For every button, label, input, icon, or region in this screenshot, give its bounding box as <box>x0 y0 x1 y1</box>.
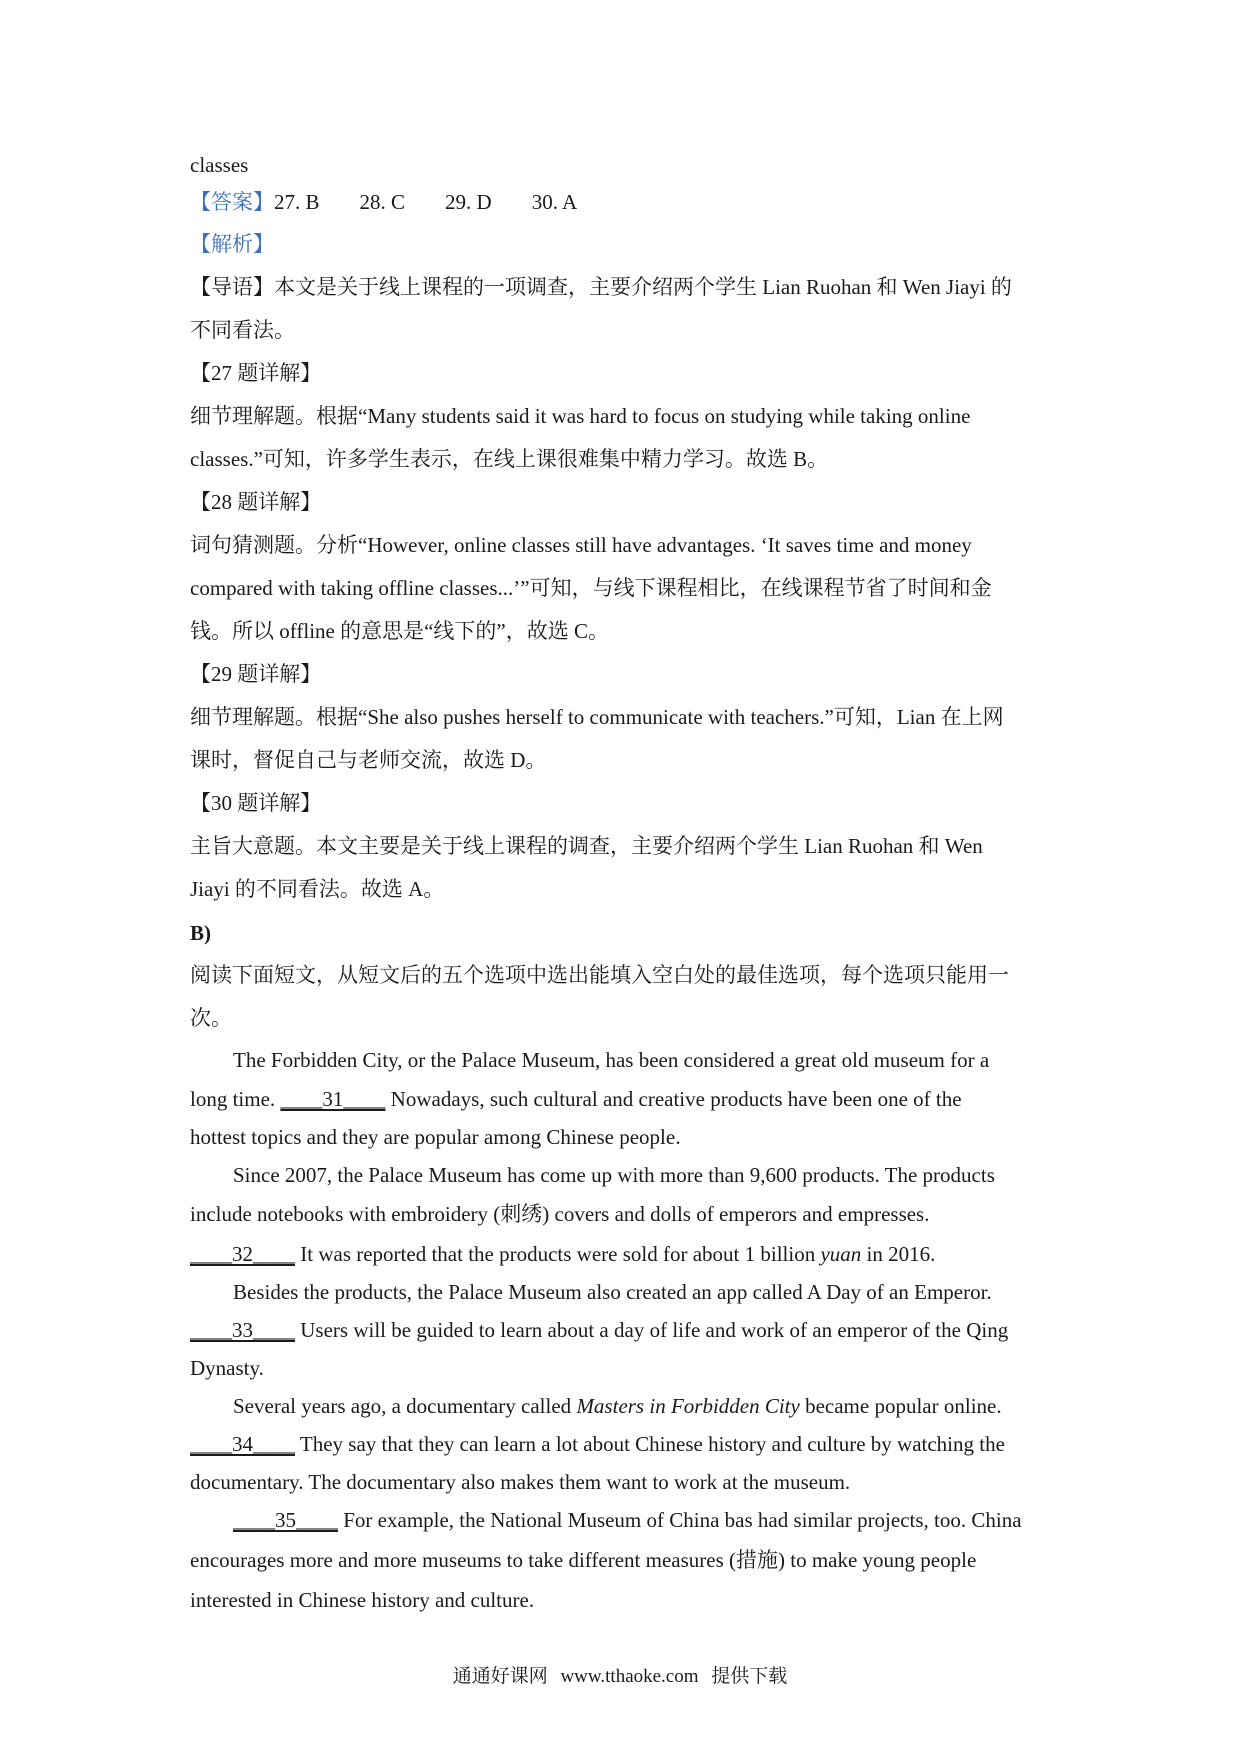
blank-32[interactable]: ____32____ <box>190 1242 295 1266</box>
answer-27: 27. B <box>274 190 320 214</box>
passage-line: Besides the products, the Palace Museum also created an app called A Day of an Emperor. <box>233 1280 992 1304</box>
answer-29: 29. D <box>445 190 492 214</box>
passage-line: documentary. The documentary also makes them want to work at the museum. <box>190 1470 851 1494</box>
instructions-line-2: 次。 <box>190 1006 232 1030</box>
passage-line: ____34____ They say that they can learn a lot about Chinese history and culture by watching the <box>190 1429 1070 1459</box>
passage-line: Several years ago, a documentary called Masters in Forbidden City became popular online. <box>233 1394 1002 1418</box>
passage-line: ____32____ It was reported that the products were sold for about 1 billion yuan in 2016. <box>190 1239 1070 1269</box>
blank-33[interactable]: ____33____ <box>190 1318 295 1342</box>
q27-explanation-2: classes.”可知，许多学生表示，在线上课很难集中精力学习。故选 B。 <box>190 447 829 471</box>
answer-30: 30. A <box>531 190 578 214</box>
footer-note: 提供下载 <box>711 1666 788 1687</box>
footer-url[interactable]: www.tthaoke.com <box>560 1666 699 1687</box>
q30-explanation-2: Jiayi 的不同看法。故选 A。 <box>190 877 445 901</box>
page-footer <box>0 1664 1240 1690</box>
passage-line: encourages more and more museums to take different measures (措施) to make young people <box>190 1548 977 1572</box>
q30-explanation: 主旨大意题。本文主要是关于线上课程的调查，主要介绍两个学生 Lian Ruohan 和 Wen <box>190 834 983 858</box>
q28-explanation-2: compared with taking offline classes...’”可知，与线下课程相比，在线课程节省了时间和金 <box>190 576 992 600</box>
passage-line: Dynasty. <box>190 1356 264 1380</box>
section-b-heading: B) <box>190 921 211 945</box>
blank-35[interactable]: ____35____ <box>233 1508 338 1532</box>
q28-explanation-3: 钱。所以 offline 的意思是“线下的”，故选 C。 <box>190 619 609 643</box>
passage-line: Since 2007, the Palace Museum has come up with more than 9,600 products. The products <box>233 1163 995 1187</box>
q28-heading: 【28 题详解】 <box>190 490 322 514</box>
passage-line: long time. ____31____ Nowadays, such cultural and creative products have been one of the <box>190 1084 1070 1114</box>
q29-heading: 【29 题详解】 <box>190 662 322 686</box>
q29-explanation: 细节理解题。根据“She also pushes herself to communicate with teachers.”可知，Lian 在上网 <box>190 705 1004 729</box>
intro-line-2: 不同看法。 <box>190 318 295 342</box>
answer-line <box>190 187 1070 217</box>
intro-line: 【导语】本文是关于线上课程的一项调查，主要介绍两个学生 Lian Ruohan 和 Wen Jiayi 的 <box>190 275 1012 299</box>
answer-label: 【答案】 <box>190 190 274 214</box>
blank-31[interactable]: ____31____ <box>280 1087 386 1111</box>
passage-line: ____33____ Users will be guided to learn about a day of life and work of an emperor of the Qing <box>190 1315 1070 1345</box>
passage-line: hottest topics and they are popular among Chinese people. <box>190 1125 681 1149</box>
passage-line: The Forbidden City, or the Palace Museum, has been considered a great old museum for a <box>233 1048 990 1072</box>
answer-28: 28. C <box>359 190 406 214</box>
instructions-line: 阅读下面短文，从短文后的五个选项中选出能填入空白处的最佳选项，每个选项只能用一 <box>190 963 1009 987</box>
blank-34[interactable]: ____34____ <box>190 1432 295 1456</box>
passage-line: include notebooks with embroidery (刺绣) covers and dolls of emperors and empresses. <box>190 1202 930 1226</box>
q29-explanation-2: 课时，督促自己与老师交流，故选 D。 <box>190 748 547 772</box>
q27-explanation: 细节理解题。根据“Many students said it was hard to focus on studying while taking online <box>190 404 971 428</box>
footer-site: 通通好课网 <box>452 1666 548 1687</box>
analysis-heading: 【解析】 <box>190 232 274 256</box>
q30-heading: 【30 题详解】 <box>190 791 322 815</box>
text-line: classes <box>190 153 249 177</box>
q28-explanation: 词句猜测题。分析“However, online classes still have advantages. ‘It saves time and money <box>190 533 972 557</box>
passage-line: ____35____ For example, the National Museum of China bas had similar projects, too. China <box>233 1505 1113 1535</box>
q27-heading: 【27 题详解】 <box>190 361 322 385</box>
passage-line: interested in Chinese history and culture. <box>190 1588 535 1612</box>
